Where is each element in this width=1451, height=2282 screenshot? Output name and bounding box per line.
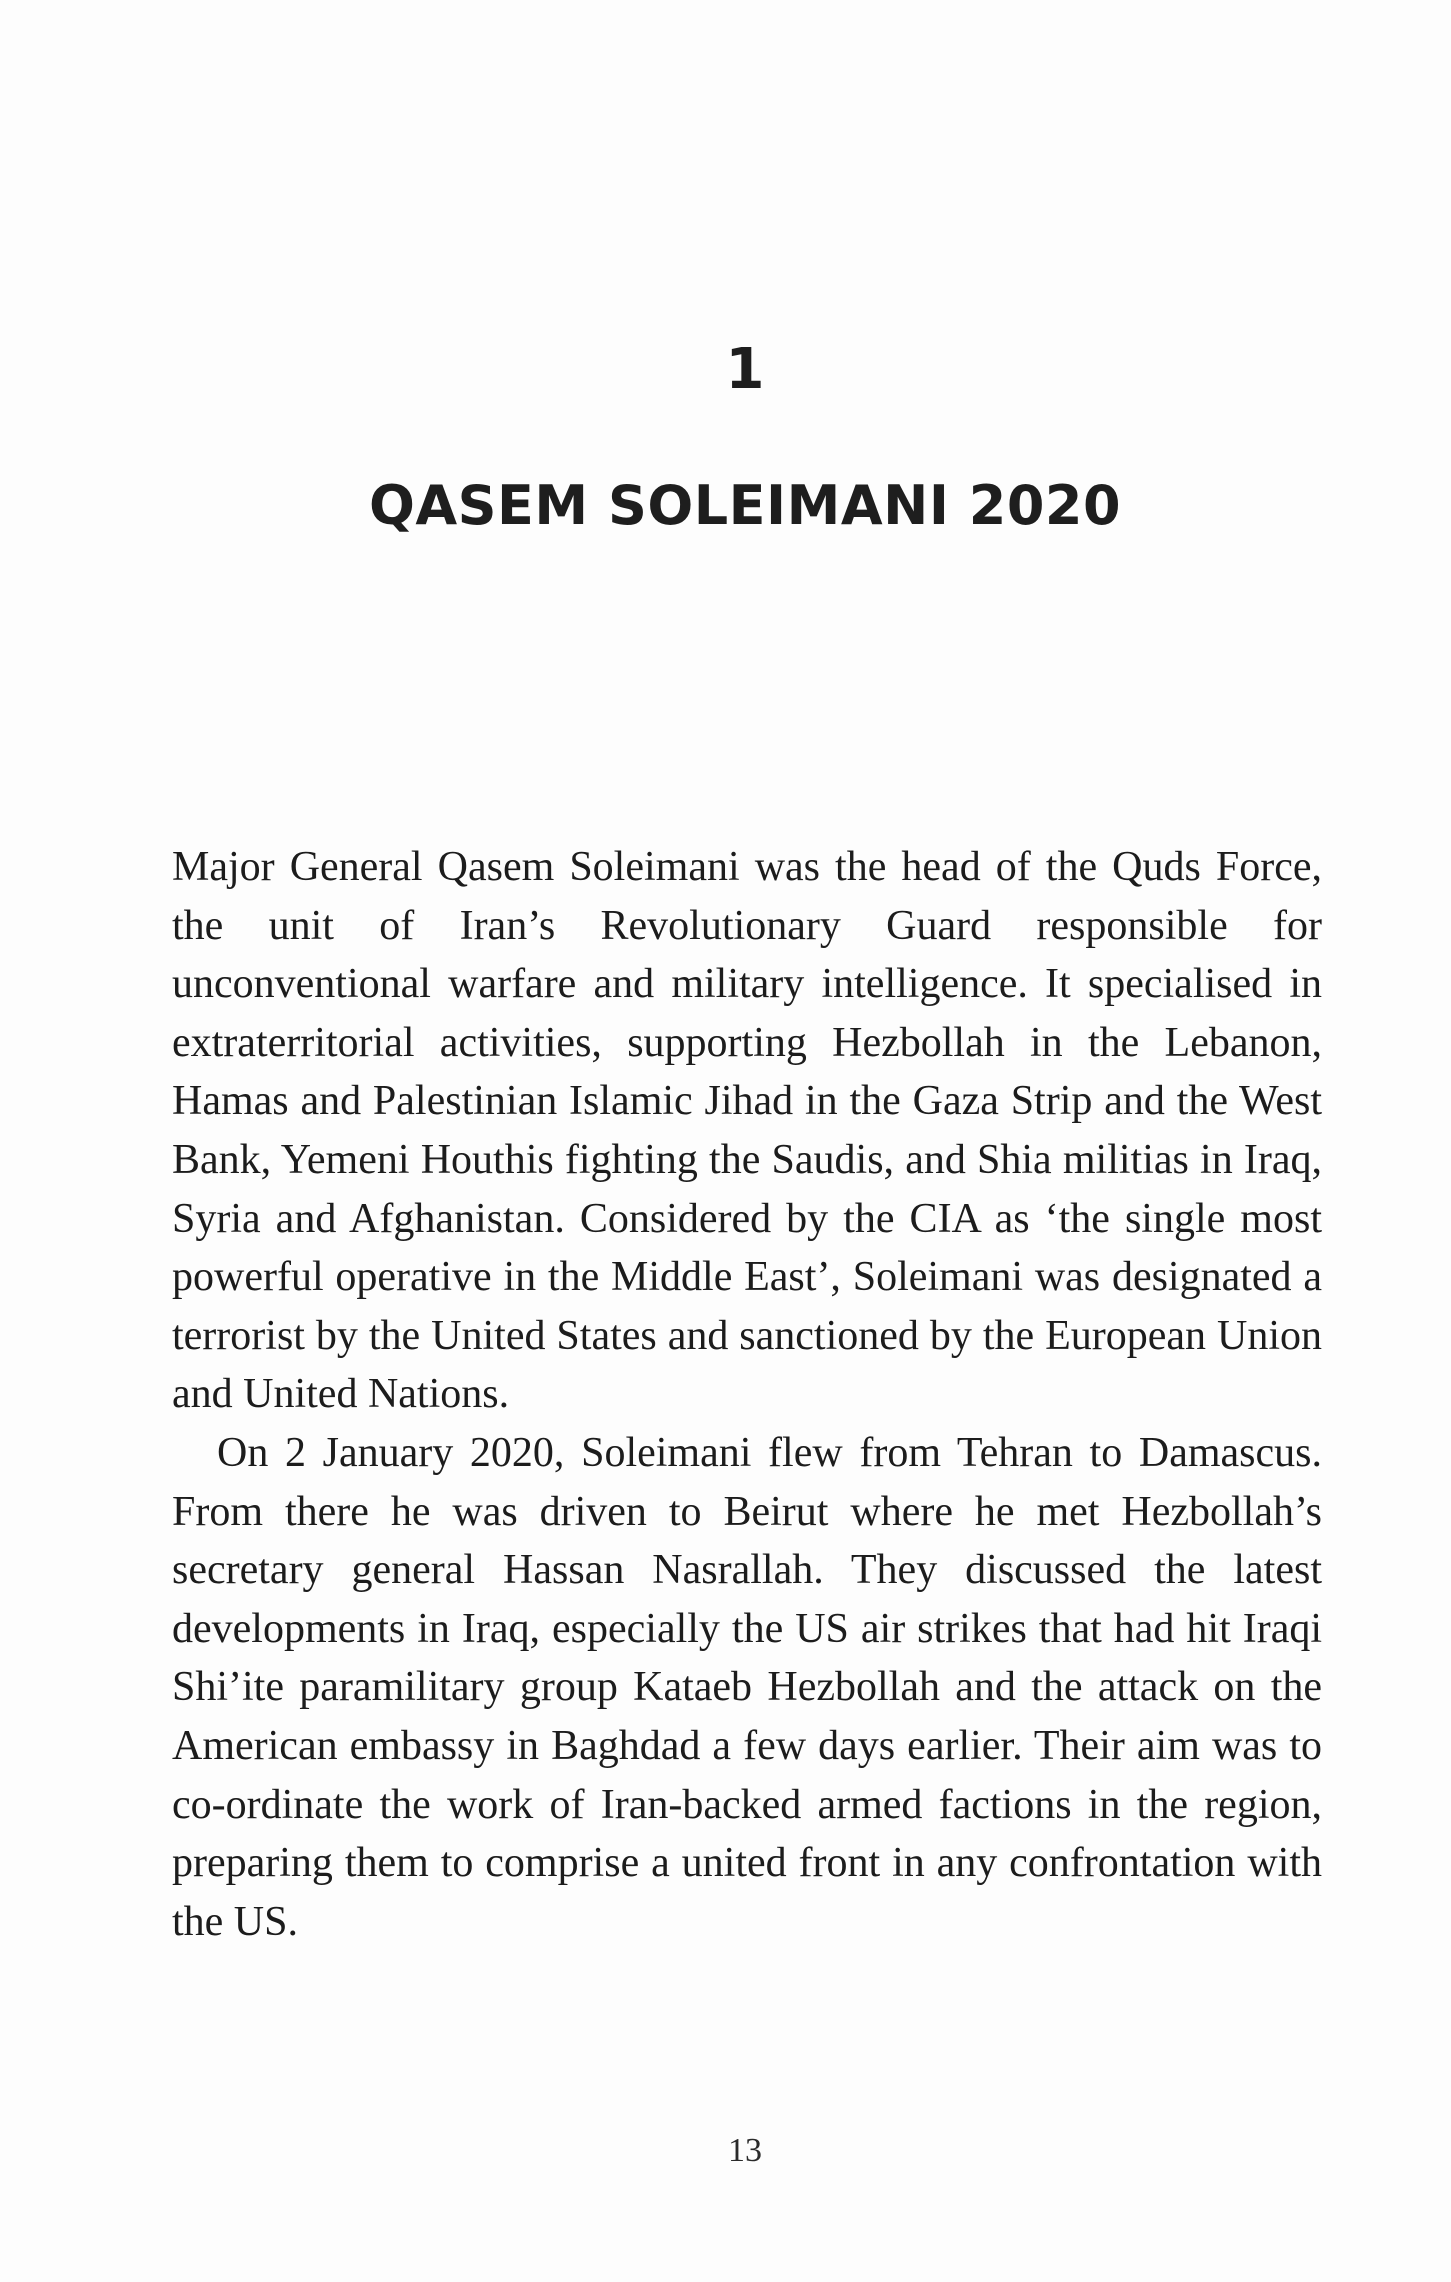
chapter-number: 1 [725,337,765,402]
chapter-title: QASEM SOLEIMANI 2020 [368,474,1122,537]
page-number: 13 [728,2132,762,2169]
paragraph-2: On 2 January 2020, Soleimani flew from Tehran to Damascus. From there he was driven to Beirut where he met Hezbollah’s secretary general Hassan Nasrallah. They discussed the latest developments in Iraq, especially the US air strikes that had hit Iraqi Shi’ite paramilitary group Kataeb Hezbollah and the attack on the American embassy in Baghdad a few days earlier. Their aim was to co-ordinate the work of Iran-backed armed factions in the region, preparing them to comprise a united front in any confrontation with the US. [172,1429,1322,1945]
paragraph-1: Major General Qasem Soleimani was the head of the Quds Force, the unit of Iran’s Revolutionary Guard responsible for unconventional warfare and military intelligence. It specialised in extraterritorial activities, supporting Hezbollah in the Lebanon, Hamas and Palestinian Islamic Jihad in the Gaza Strip and the West Bank, Yemeni Houthis fighting the Saudis, and Shia militias in Iraq, Syria and Afghanistan. Considered by the CIA as ‘the single most powerful operative in the Middle East’, Soleimani was designated a terrorist by the United States and sanctioned by the European Union and United Nations. [172,844,1322,1418]
body-text [172,838,1322,1951]
